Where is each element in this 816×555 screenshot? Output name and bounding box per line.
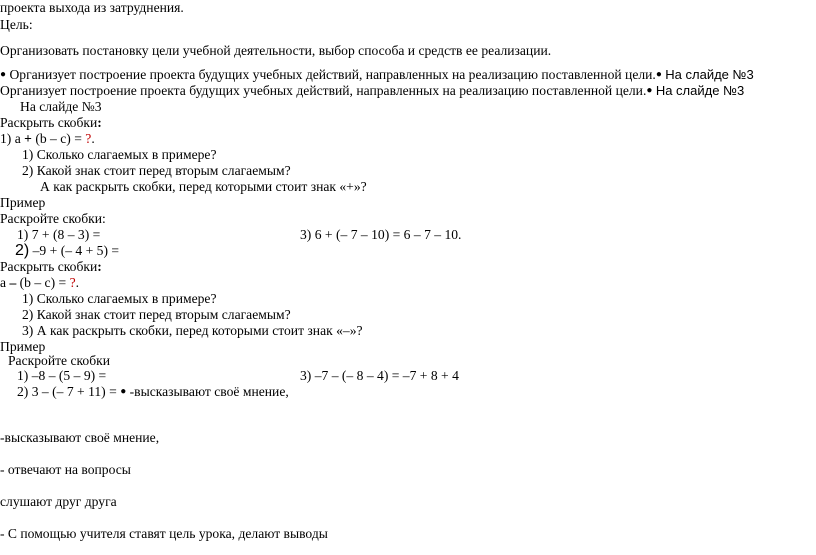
item-text: -высказывают своё мнение, xyxy=(126,384,289,399)
heading-text: Раскрыть скобки xyxy=(0,259,98,274)
question-5: 2) Какой знак стоит перед вторым слагаемым? xyxy=(22,307,291,322)
activity-line-1 xyxy=(0,67,754,83)
heading-text: Раскрыть скобки xyxy=(0,115,98,130)
text-line: проекта выхода из затруднения. xyxy=(0,0,184,15)
colon: : xyxy=(97,259,102,274)
expr-dot: . xyxy=(75,275,80,290)
student-response-1: -высказывают своё мнение, xyxy=(0,430,160,445)
question-2: 2) Какой знак стоит перед вторым слагаемым? xyxy=(22,163,291,178)
activity-text: Организует построение проекта будущих учебных действий, направленных на реализацию поставленной цели. xyxy=(0,83,647,98)
task-label: Раскройте скобки xyxy=(8,353,111,368)
task-item-2 xyxy=(15,243,119,259)
student-response-2: - отвечают на вопросы xyxy=(0,462,131,477)
bullet-icon: ● xyxy=(646,85,653,96)
slide-ref-line: На слайде №3 xyxy=(20,99,102,114)
bullet-icon: ● xyxy=(655,69,662,80)
minus-sign: – xyxy=(6,275,20,290)
plus-sign: + xyxy=(20,131,36,146)
student-response-3: слушают друг друга xyxy=(0,494,117,509)
task-item-3: 3) 6 + (– 7 – 10) = 6 – 7 – 10. xyxy=(300,227,462,242)
task-item-1: 1) –8 – (5 – 9) = xyxy=(17,368,107,383)
example-label: Пример xyxy=(0,195,46,210)
heading-open-brackets-plus xyxy=(0,115,102,131)
colon: : xyxy=(97,115,102,130)
expr-part: 1) a xyxy=(0,131,21,146)
student-response-4: - С помощью учителя ставят цель урока, делают выводы xyxy=(0,526,328,541)
expr-part: (b – c) = xyxy=(35,131,86,146)
task-item-3: 3) –7 – (– 8 – 4) = –7 + 8 + 4 xyxy=(300,368,459,383)
question-mark: ? xyxy=(69,275,76,290)
question-mark: ? xyxy=(85,131,92,146)
example-label: Пример xyxy=(0,339,46,354)
bullet-icon: ● xyxy=(120,386,127,397)
question-6: 3) А как раскрыть скобки, перед которыми стоит знак «–»? xyxy=(22,323,363,338)
task-label: Раскройте скобки: xyxy=(0,211,106,226)
question-1: 1) Сколько слагаемых в примере? xyxy=(22,147,217,162)
task-item-2 xyxy=(17,384,289,400)
activity-line-2 xyxy=(0,83,744,99)
slide-ref: На слайде №3 xyxy=(665,67,754,82)
question-3: А как раскрыть скобки, перед которыми стоит знак «+»? xyxy=(40,179,367,194)
item-number: 2) xyxy=(15,242,30,259)
task-item-1: 1) 7 + (8 – 3) = xyxy=(17,227,101,242)
expression-minus xyxy=(0,275,79,291)
heading-open-brackets-minus xyxy=(0,259,102,275)
bullet-icon: ● xyxy=(0,69,7,80)
expr-part: a xyxy=(0,275,7,290)
item-text: –9 + (– 4 + 5) = xyxy=(29,243,120,258)
slide-ref: На слайде №3 xyxy=(655,83,745,98)
question-4: 1) Сколько слагаемых в примере? xyxy=(22,291,217,306)
goal-label: Цель: xyxy=(0,17,33,32)
activity-text: Организует построение проекта будущих учебных действий, направленных на реализацию поставленной цели. xyxy=(9,67,656,82)
goal-text: Организовать постановку цели учебной деятельности, выбор способа и средств ее реализации. xyxy=(0,43,552,58)
item-text: 2) 3 – (– 7 + 11) = xyxy=(17,384,121,399)
expr-part: (b – c) = xyxy=(19,275,70,290)
expression-plus xyxy=(0,131,95,147)
expr-dot: . xyxy=(91,131,95,146)
